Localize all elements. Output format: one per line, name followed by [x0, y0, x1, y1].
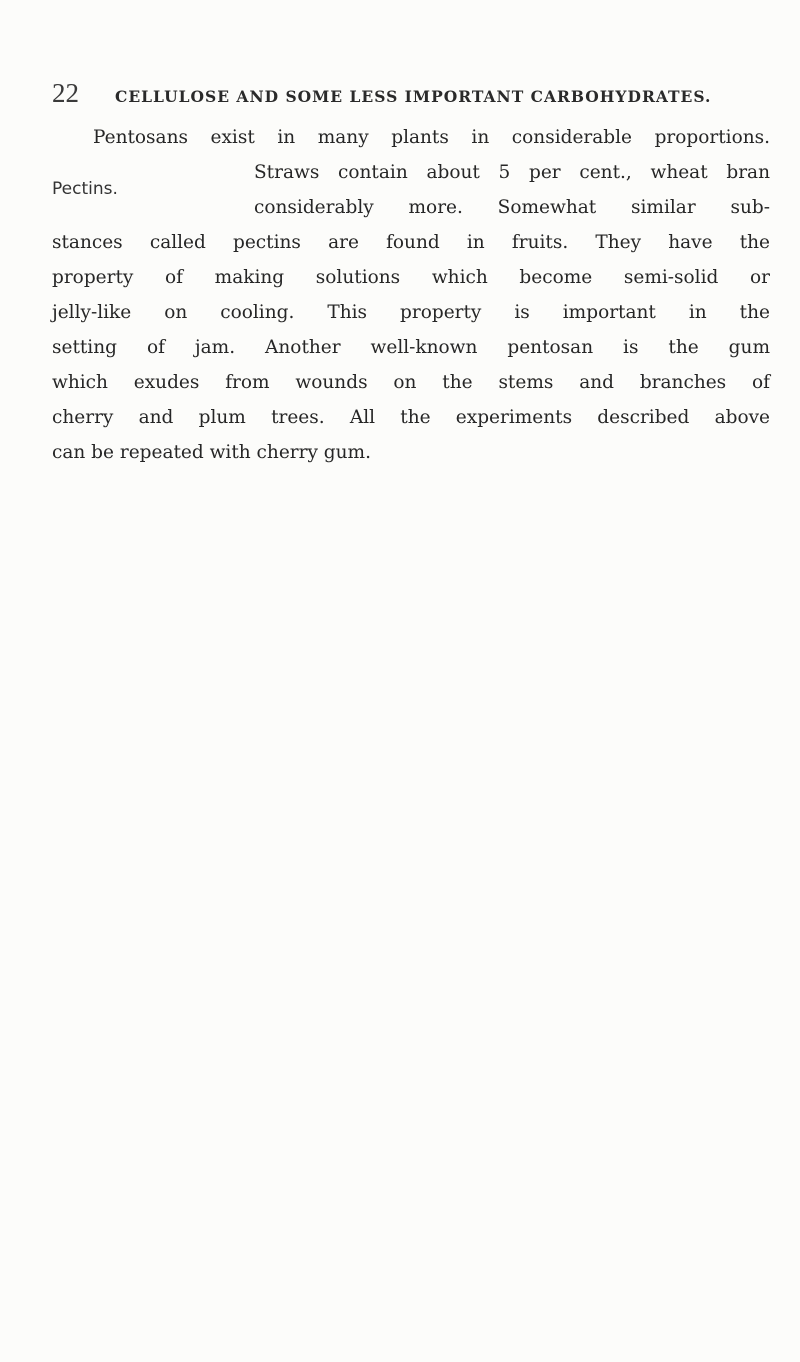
- running-header-title: CELLULOSE AND SOME LESS IMPORTANT CARBOHYDRATES.: [115, 87, 712, 106]
- paragraph-line: property of making solutions which become semi-solid or: [52, 267, 770, 288]
- paragraph-line: cherry and plum trees. All the experiments described above: [52, 407, 770, 428]
- margin-note-pectins: Pectins.: [52, 179, 118, 199]
- paragraph-line: setting of jam. Another well-known pentosan is the gum: [52, 337, 770, 358]
- paragraph-line: stances called pectins are found in fruits. They have the: [52, 232, 770, 253]
- paragraph-line: jelly-like on cooling. This property is important in the: [52, 302, 770, 323]
- paragraph-line: Straws contain about 5 per cent., wheat bran: [254, 162, 770, 183]
- paragraph-line: considerably more. Somewhat similar sub-: [254, 197, 770, 218]
- paragraph-line: which exudes from wounds on the stems and branches of: [52, 372, 770, 393]
- page-number: 22: [52, 78, 79, 108]
- paragraph-line: Pentosans exist in many plants in considerable proportions.: [93, 127, 770, 148]
- paragraph-line: can be repeated with cherry gum.: [52, 442, 371, 463]
